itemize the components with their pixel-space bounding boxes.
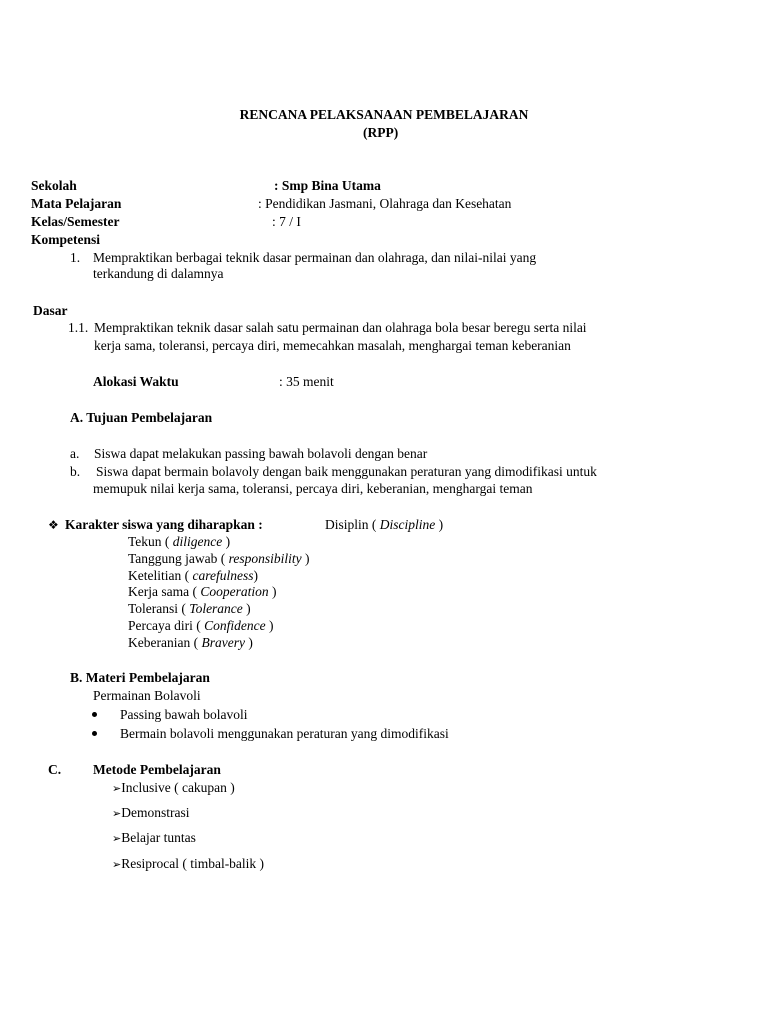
objective-a-marker: a. bbox=[70, 446, 80, 461]
document-subtitle: (RPP) bbox=[363, 125, 399, 140]
method-item-4: ➢Resiprocal ( timbal-balik ) bbox=[112, 856, 265, 871]
document-title: RENCANA PELAKSANAAN PEMBELAJARAN bbox=[239, 107, 529, 122]
character-label: Karakter siswa yang diharapkan : bbox=[65, 517, 263, 532]
class-label: Kelas/Semester bbox=[31, 214, 120, 229]
competence-text-line1: Mempraktikan berbagai teknik dasar permainan dan olahraga, dan nilai-nilai yang bbox=[93, 250, 537, 265]
trait-tolerance: Toleransi ( Tolerance ) bbox=[128, 601, 251, 616]
arrow-bullet-icon: ➢ bbox=[112, 782, 122, 795]
section-c-heading: Metode Pembelajaran bbox=[93, 762, 221, 777]
method-item-1: ➢Inclusive ( cakupan ) bbox=[112, 780, 235, 795]
time-value: : 35 menit bbox=[279, 374, 334, 389]
time-label: Alokasi Waktu bbox=[93, 374, 179, 389]
trait-confidence: Percaya diri ( Confidence ) bbox=[128, 618, 274, 633]
trait-diligence: Tekun ( diligence ) bbox=[128, 534, 231, 549]
method-item-3: ➢Belajar tuntas bbox=[112, 830, 196, 845]
section-b-sub: Permainan Bolavoli bbox=[93, 688, 201, 703]
trait-carefulness: Ketelitian ( carefulness) bbox=[128, 568, 258, 583]
subject-value: : Pendidikan Jasmani, Olahraga dan Kesehatan bbox=[258, 196, 512, 211]
trait-bravery: Keberanian ( Bravery ) bbox=[128, 635, 253, 650]
bullet-dot-icon bbox=[92, 731, 97, 736]
competence-number: 1. bbox=[70, 250, 81, 265]
basic-number: 1.1. bbox=[68, 320, 89, 335]
trait-discipline: Disiplin ( Discipline ) bbox=[325, 517, 444, 532]
competence-text-line2: terkandung di dalamnya bbox=[93, 266, 224, 281]
bullet-dot-icon bbox=[92, 712, 97, 717]
trait-responsibility: Tanggung jawab ( responsibility ) bbox=[128, 551, 310, 566]
method-item-2: ➢Demonstrasi bbox=[112, 805, 190, 820]
arrow-bullet-icon: ➢ bbox=[112, 807, 122, 820]
section-c-marker: C. bbox=[48, 762, 62, 777]
school-label: Sekolah bbox=[31, 178, 77, 193]
section-a-heading: A. Tujuan Pembelajaran bbox=[70, 410, 213, 425]
basic-label: Dasar bbox=[33, 303, 68, 318]
basic-text-line1: Mempraktikan teknik dasar salah satu permainan dan olahraga bola besar beregu serta nilai bbox=[94, 320, 587, 335]
trait-cooperation: Kerja sama ( Cooperation ) bbox=[128, 584, 277, 599]
objective-b-text-line2: memupuk nilai kerja sama, toleransi, percaya diri, keberanian, menghargai teman bbox=[93, 481, 533, 496]
section-b-heading: B. Materi Pembelajaran bbox=[70, 670, 210, 685]
objective-b-marker: b. bbox=[70, 464, 81, 479]
basic-text-line2: kerja sama, toleransi, percaya diri, memecahkan masalah, menghargai teman keberanian bbox=[94, 338, 571, 353]
material-item-2: Bermain bolavoli menggunakan peraturan yang dimodifikasi bbox=[120, 726, 449, 741]
subject-label: Mata Pelajaran bbox=[31, 196, 122, 211]
class-value: : 7 / I bbox=[272, 214, 301, 229]
diamond-bullet-icon: ❖ bbox=[48, 518, 59, 532]
material-item-1: Passing bawah bolavoli bbox=[120, 707, 248, 722]
school-value: : Smp Bina Utama bbox=[274, 178, 381, 193]
competence-label: Kompetensi bbox=[31, 232, 100, 247]
objective-a-text: Siswa dapat melakukan passing bawah bolavoli dengan benar bbox=[94, 446, 428, 461]
arrow-bullet-icon: ➢ bbox=[112, 858, 122, 871]
objective-b-text-line1: Siswa dapat bermain bolavoly dengan baik menggunakan peraturan yang dimodifikasi untuk bbox=[96, 464, 597, 479]
arrow-bullet-icon: ➢ bbox=[112, 832, 122, 845]
